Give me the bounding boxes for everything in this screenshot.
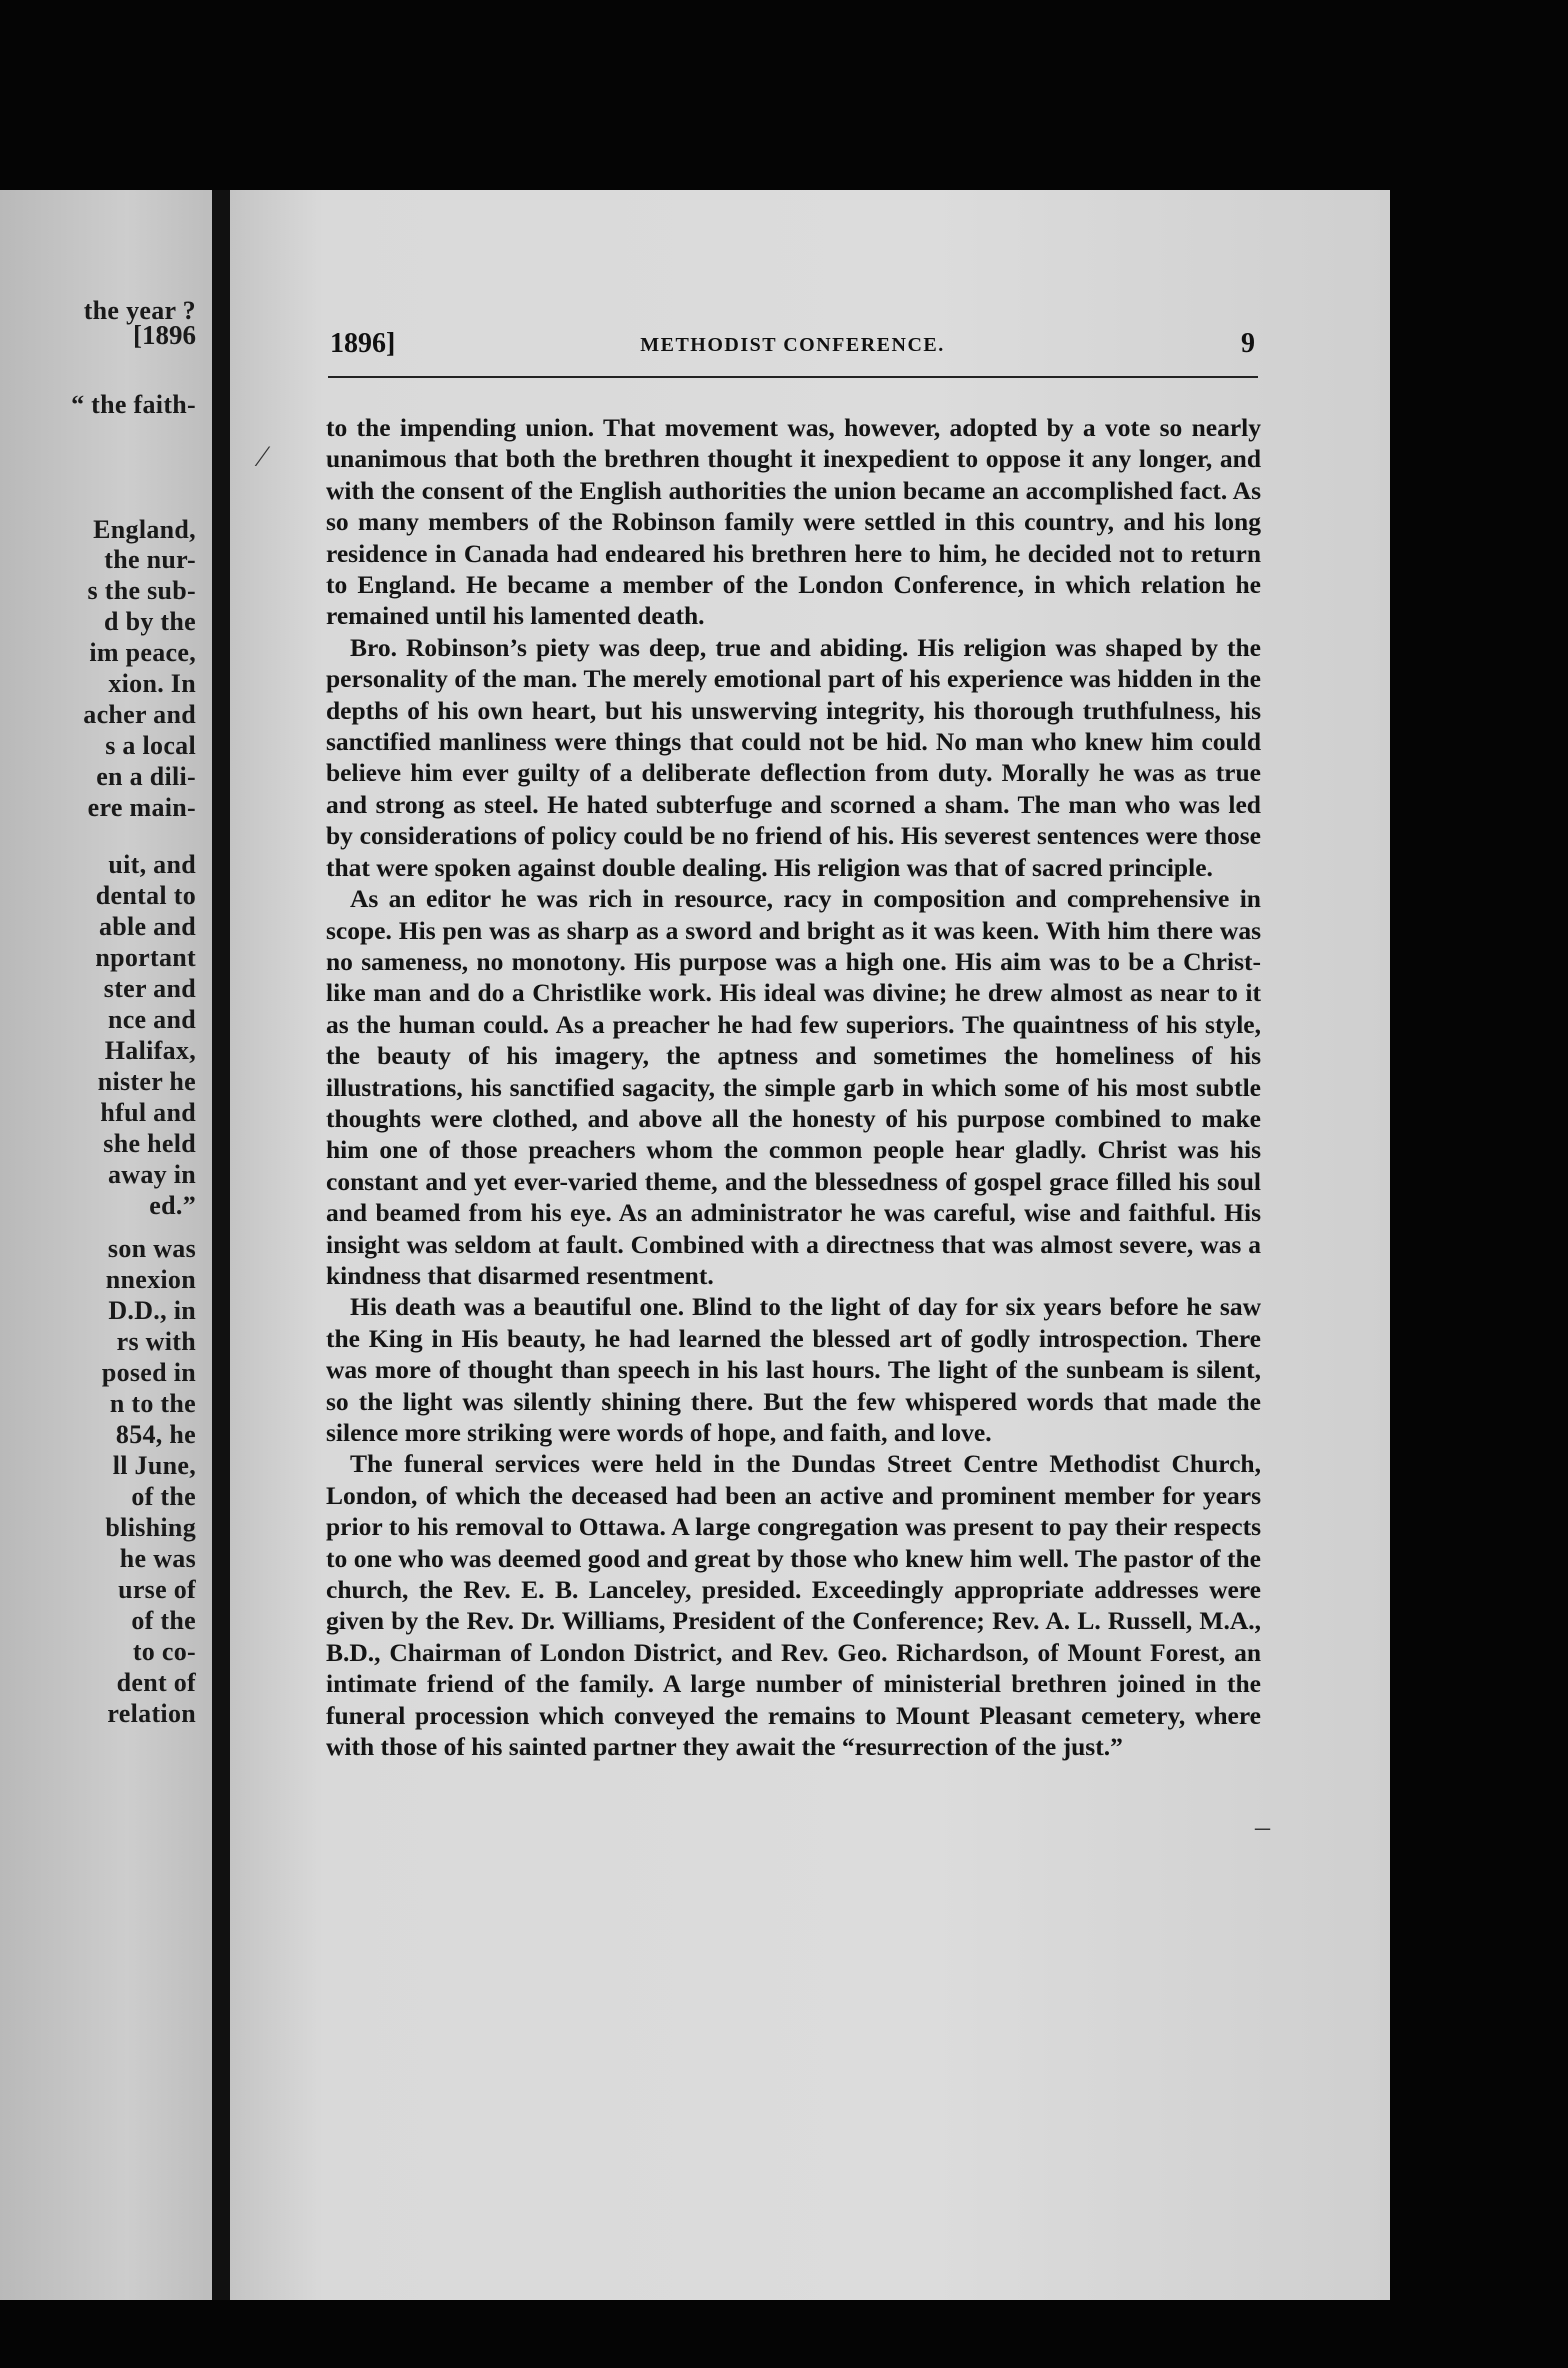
- paragraph: As an editor he was rich in resource, racy in composition and comprehensive in scope. His pen was as sharp as a sword and bright as it was keen. With him there was no sameness, no monotony. His purpose was a high one. His aim was to be a Christ-like man and do a Christlike work. His ideal was divine; he drew almost as near to it as the human could. As a preacher he had few superiors. The quaintness of his style, the beauty of his imagery, the aptness and sometimes the homeliness of his illustrations, his sanctified sagacity, the simple garb in which some of his most subtle thoughts were clothed, and above all the honesty of his purpose combined to make him one of those preachers whom the common people hear gladly. Christ was his constant and yet ever-varied theme, and the blessedness of gospel grace filled his soul and beamed from his eye. As an administrator he was careful, wise and faithful. His insight was seldom at fault. Combined with a directness that was almost severe, was a kindness that disarmed resentment.: [326, 884, 1261, 1290]
- left-page-line: of the: [131, 1482, 196, 1511]
- left-page-line: the nur-: [104, 545, 196, 574]
- header-title: METHODIST CONFERENCE.: [640, 334, 945, 356]
- left-page-line: nister he: [97, 1067, 196, 1096]
- left-page-line: ed.”: [149, 1191, 196, 1220]
- left-page-line: en a dili-: [96, 762, 196, 791]
- header-year: 1896]: [330, 328, 396, 359]
- left-page-line: he was: [119, 1544, 196, 1573]
- left-page-line: ster and: [103, 974, 196, 1003]
- left-page-line: ere main-: [87, 793, 196, 822]
- running-head: [330, 328, 1255, 368]
- left-page-line: nportant: [95, 943, 196, 972]
- left-page-line: s the sub-: [87, 576, 196, 605]
- left-page-line: to co-: [132, 1637, 196, 1666]
- left-page-line: d by the: [104, 607, 196, 636]
- left-page-line: urse of: [118, 1575, 196, 1604]
- left-page-line: dent of: [116, 1668, 196, 1697]
- page-number: 9: [1241, 328, 1255, 359]
- left-page-line: of the: [131, 1606, 196, 1635]
- paragraph: The funeral services were held in the Dundas Street Centre Methodist Church, London, of which the deceased had been an active and prominent member for years prior to his removal to Ottawa. A large congregation was present to pay their respects to one who was deemed good and great by those who knew him well. The pastor of the church, the Rev. E. B. Lanceley, presided. Exceedingly appropriate addresses were given by the Rev. Dr. Williams, President of the Conference; Rev. A. L. Russell, M.A., B.D., Chairman of London District, and Rev. Geo. Richardson, of Mount Forest, an intimate friend of the family. A large number of ministerial brethren joined in the funeral procession which conveyed the remains to Mount Pleasant cemetery, where with those of his sainted partner they await the “resurrection of the just.”: [326, 1449, 1261, 1762]
- left-page-line: im peace,: [89, 638, 196, 667]
- left-page-line: the year ?: [83, 296, 196, 325]
- left-page-header: [1896: [133, 320, 196, 350]
- left-page-line: n to the: [109, 1389, 196, 1418]
- right-page: [230, 190, 1390, 2300]
- left-page-line: 854, he: [115, 1420, 196, 1449]
- left-page-line: son was: [107, 1234, 196, 1263]
- left-page-line: acher and: [83, 700, 196, 729]
- left-page-line: away in: [107, 1160, 196, 1189]
- left-page-line: D.D., in: [108, 1296, 196, 1325]
- pencil-mark: ⁄: [260, 440, 266, 473]
- left-page-line: blishing: [105, 1513, 196, 1542]
- left-page-line: ll June,: [112, 1451, 196, 1480]
- paragraph: Bro. Robinson’s piety was deep, true and abiding. His religion was shaped by the personality of the man. The merely emotional part of his experience was hidden in the depths of his own heart, but his unswerving integrity, his thorough truthfulness, his sanctified manliness were things that could not be hid. No man who knew him could believe him ever guilty of a deliberate deflection from duty. Morally he was as true and strong as steel. He hated subterfuge and scorned a sham. The man who was led by considerations of policy could be no friend of his. His severest sentences were those that were spoken against double dealing. His religion was that of sacred principle.: [326, 632, 1261, 882]
- left-page-line: relation: [107, 1699, 196, 1728]
- left-page-line: England,: [93, 515, 196, 544]
- body-text: [326, 412, 1261, 1762]
- left-page-line: posed in: [101, 1358, 196, 1387]
- header-rule: [328, 376, 1258, 378]
- paragraph: to the impending union. That movement was, however, adopted by a vote so nearly unanimous that both the brethren thought it inexpedient to oppose it any longer, and with the consent of the English authorities the union became an accomplished fact. As so many members of the Robinson family were settled in this country, and his long residence in Canada had endeared his brethren here to him, he decided not to return to England. He became a member of the London Conference, in which relation he remained until his lamented death.: [326, 413, 1261, 631]
- paragraph: His death was a beautiful one. Blind to the light of day for six years before he saw the King in His beauty, he had learned the blessed art of godly introspection. There was more of thought than speech in his last hours. The light of the sunbeam is silent, so the light was silently shining there. But the few whispered words that made the silence more striking were words of hope, and faith, and love.: [326, 1292, 1261, 1447]
- left-page-line: hful and: [100, 1098, 196, 1127]
- pencil-mark: –: [1255, 1810, 1270, 1843]
- left-page-line: Halifax,: [104, 1036, 196, 1065]
- left-page-line: nce and: [107, 1005, 196, 1034]
- left-page-line: rs with: [116, 1327, 196, 1356]
- left-page-line: she held: [103, 1129, 196, 1158]
- left-page-line: uit, and: [108, 850, 196, 879]
- left-page: [0, 190, 212, 2300]
- left-page-line: able and: [98, 912, 196, 941]
- page-gutter: [212, 190, 230, 2300]
- left-page-line: “ the faith-: [71, 390, 196, 419]
- left-page-line: nnexion: [105, 1265, 196, 1294]
- left-page-line: dental to: [95, 881, 196, 910]
- left-page-line: xion. In: [108, 669, 196, 698]
- left-page-line: s a local: [105, 731, 196, 760]
